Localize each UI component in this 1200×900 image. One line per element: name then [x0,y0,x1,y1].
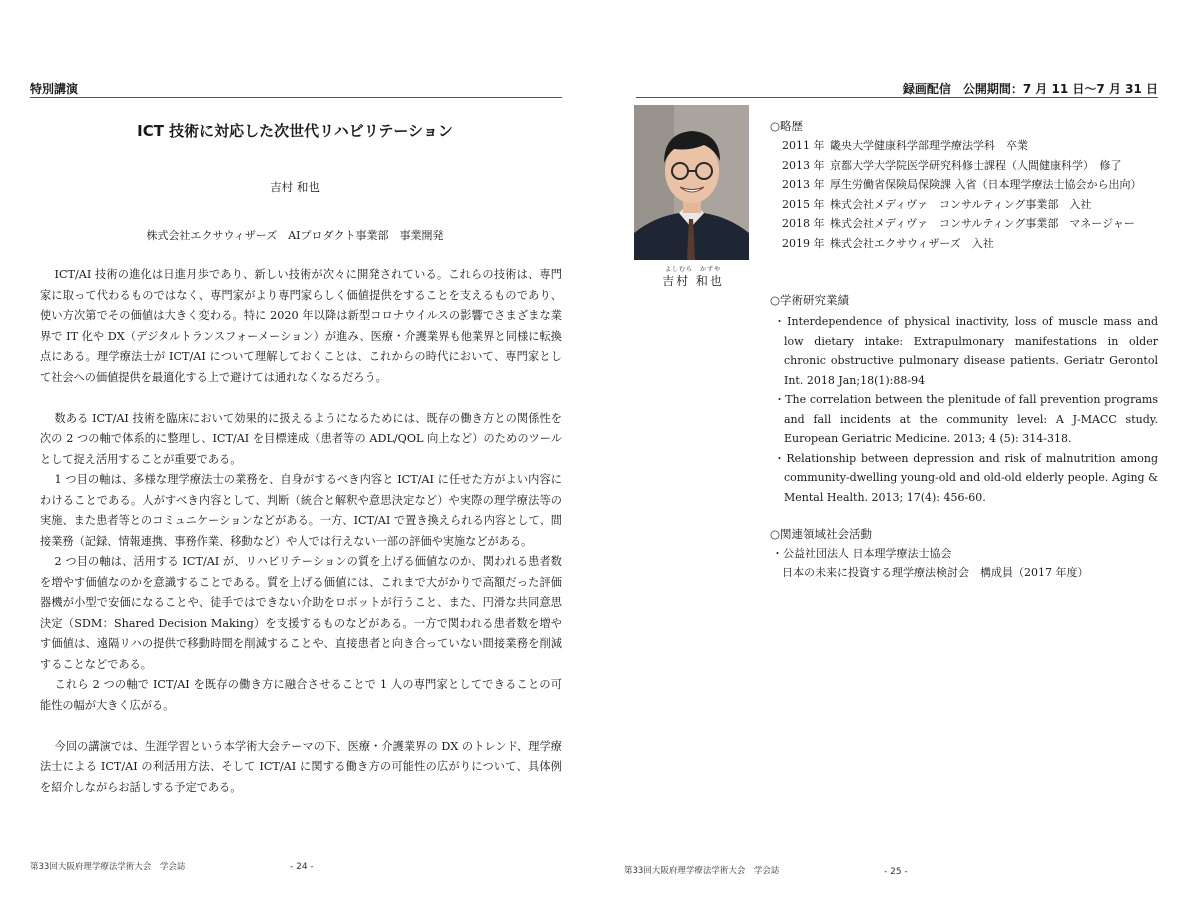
speaker-name-ruby: よしむら かずや [664,266,721,273]
career-list [782,136,1142,253]
research-list [772,312,1158,507]
paragraph-4: 2 つ目の軸は、活用する ICT/AI が、リハビリテーションの質を上げる価値なのか、関われる患者数を増やす価値なのかを意識することである。質を上げる価値には、これまで大がかりで高額だった評価器機が小型で安価になることや、徒手ではできない介助をロボットが行うこと、また、円滑な共同意思決定（SDM：Shared Decision Making）を支援するものなどがある。一方で関われる患者数を増やす価値は、遠隔リハの提供で移動時間を削減することや、直接患者と向き合っていない間接業務を削減することなどである。 [40,555,562,671]
page-number: - 24 - [290,862,314,872]
author-affiliation: 株式会社エクサウィザーズ AIプロダクト事業部 事業開発 [146,229,444,242]
speaker-name-caption: 吉村 和也 [662,274,724,288]
abstract-body [40,265,562,798]
paragraph-1: ICT/AI 技術の進化は日進月歩であり、新しい技術が次々に開発されている。これらの技術は、専門家に取って代わるものではなく、専門家がより専門家らしく価値提供をすることを支えるものであり、使い方次第でその価値は大きく変わる。特に 2020 年以降は新型コロナウイルスの影響でさまざまな業界で IT 化や DX（デジタルトランスフォーメーション）が進み、医療・介護業界も他業界と同様に転換点にある。理学療法士が ICT/AI について理解しておくことは、これからの時代において、専門家として社会への価値提供を最適化する上で避けては通れなくなるだろう。 [40,268,562,384]
broadcast-period: 録画配信 公開期間：7 月 11 日〜7 月 31 日 [902,82,1158,96]
research-item: ・Interdependence of physical inactivity, loss of muscle mass and low dietary intake: Extrapulmonary manifestations in older chronic obstructive pulmonary disease patients. Geriatr Gerontol Int. 2018 Jan;18(1):88-94 [774,315,1158,387]
lecture-title: ICT 技術に対応した次世代リハビリテーション [137,122,453,140]
activity-detail: 日本の未来に投資する理学療法検討会 構成員（2017 年度） [782,566,1089,579]
research-item: ・The correlation between the plenitude of fall prevention programs and fall incidents at the community level: A J-MACC study. European Geriatric Medicine. 2013; 4 (5): 314-318. [774,393,1158,445]
paragraph-5: これら 2 つの軸で ICT/AI を既存の働き方に融合させることで 1 人の専門家としてできることの可能性の幅が大きく広がる。 [40,678,562,712]
career-item: 2013 年 京都大学大学院医学研究科修士課程（人間健康科学） 修了 [782,158,1122,172]
career-item: 2015 年 株式会社メディヴァ コンサルティング事業部 入社 [782,197,1092,211]
paragraph-3: 1 つ目の軸は、多様な理学療法士の業務を、自身がするべき内容と ICT/AI に任せた方がよい内容にわけることである。人がすべき内容として、判断（統合と解釈や意思決定など）や実際の理学療法等の実施、また患者等とのコミュニケーションなどがある。一方、ICT/AI で置き換えられる内容として、間接業務（記録、情報連携、事務作業、移動など）や人では行えない一部の評価や実施などがある。 [40,473,562,548]
header-rule [30,97,562,98]
career-item: 2018 年 株式会社メディヴァ コンサルティング事業部 マネージャー [782,217,1135,230]
paragraph-2: 数ある ICT/AI 技術を臨床において効果的に扱えるようになるためには、既存の働き方との関係性を次の 2 つの軸で体系的に整理し、ICT/AI を目標達成（患者等の ADL/QOL 向上など）のためのツールとして捉え活用することが重要である。 [40,411,562,466]
journal-footer: 第33回大阪府理学療法学術大会 学会誌 [624,866,780,876]
portrait-illustration [634,105,749,260]
career-item: 2011 年 畿央大学健康科学部理学療法学科 卒業 [782,139,1028,152]
journal-footer: 第33回大阪府理学療法学術大会 学会誌 [30,862,186,872]
research-heading: ○学術研究業績 [770,293,850,307]
page-number: - 25 - [884,867,908,877]
section-label: 特別講演 [30,82,79,96]
header-rule [636,97,1158,98]
speaker-photo [634,105,749,260]
activity-organization: ・公益社団法人 日本理学療法士協会 [772,547,952,560]
author-name: 吉村 和也 [270,180,320,194]
career-heading: ○略歴 [770,119,804,133]
career-item: 2019 年 株式会社エクサウィザーズ 入社 [782,236,994,250]
career-item: 2013 年 厚生労働省保険局保険課 入省（日本理学療法士協会から出向） [782,178,1142,191]
paragraph-6: 今回の講演では、生涯学習という本学術大会テーマの下、医療・介護業界の DX のトレンド、理学療法士による ICT/AI の利活用方法、そして ICT/AI に関する働き方の可能性の広がりについて、具体例を紹介しながらお話しする予定である。 [40,739,562,794]
research-item: ・Relationship between depression and risk of malnutrition among community-dwelling young-old and old-old elderly people. Aging & Mental Health. 2013; 17(4): 456-60. [774,451,1158,504]
activity-heading: ○関連領域社会活動 [770,527,873,541]
